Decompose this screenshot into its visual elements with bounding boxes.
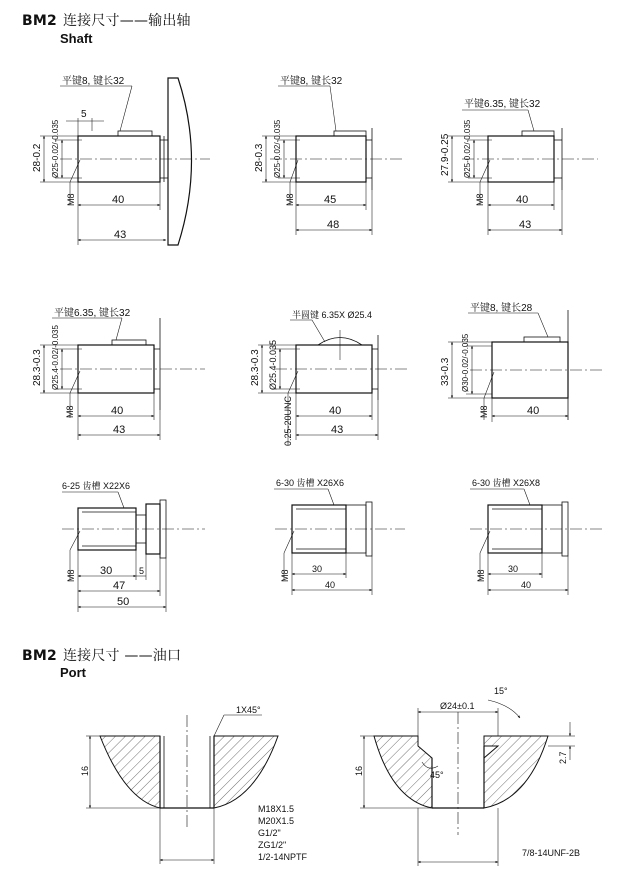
- key: [334, 131, 366, 136]
- port-1-chamfer: 1X45°: [236, 705, 261, 715]
- port-2-step: 2.7: [558, 751, 568, 764]
- shaft-2-dim-a: 45: [324, 194, 337, 206]
- shaft-3-shaft-dia: Ø25-0.02/-0.035: [463, 119, 472, 178]
- spline-7-label: 6-25 齿槽 X22X6: [62, 481, 131, 491]
- spline-9-dim-a: 30: [508, 564, 519, 574]
- spline-9-label: 6-30 齿槽 X26X8: [472, 478, 541, 488]
- spline-shaft-8: [274, 477, 405, 595]
- shaft-1-thread: M8: [66, 193, 76, 206]
- shaft-4: [32, 306, 205, 440]
- shaft-1-dim-a: 40: [112, 194, 125, 206]
- spline-8-thread: M8: [280, 569, 290, 582]
- shaft-3: [440, 97, 598, 235]
- shaft-5: [250, 309, 410, 446]
- spline-7-thread: M8: [66, 569, 76, 582]
- shaft-5-shaft-dia: Ø25.4-0.035: [268, 339, 278, 390]
- key: [524, 337, 560, 342]
- key: [118, 131, 152, 136]
- spline-7-dim-d: 50: [117, 596, 130, 608]
- shaft-3-dim-a: 40: [516, 194, 529, 206]
- port-2-body-right: [484, 736, 548, 808]
- port-1-thread-4: ZG1/2": [258, 840, 287, 850]
- port-2: [354, 686, 580, 866]
- shaft-2: [254, 74, 405, 235]
- port-1-thread-2: M20X1.5: [258, 816, 295, 826]
- key: [522, 131, 554, 136]
- spline-7-dim-b: 5: [139, 566, 145, 576]
- port-2-angle-top: 15°: [494, 686, 508, 696]
- shaft-6-shaft-dia: Ø30-0.02/-0.035: [461, 333, 470, 392]
- port-1-body-left: [100, 736, 160, 808]
- shaft-5-dim-b: 43: [331, 424, 344, 436]
- shaft-1-key-label: 平键8, 键长32: [62, 76, 125, 87]
- shaft-3-overall-dia: 27.9-0.25: [440, 133, 451, 176]
- spline-7-dim-c: 47: [113, 580, 126, 592]
- shaft-2-shaft-dia: Ø25-0.02/-0.035: [273, 119, 282, 178]
- shaft-6: [440, 301, 605, 422]
- port-2-angle-bottom: 45°: [430, 770, 444, 780]
- spline-8-dim-b: 40: [325, 580, 336, 590]
- shaft-1-shaft-dia: Ø25-0.02/-0.035: [51, 119, 60, 178]
- port-2-body-left: [374, 736, 432, 808]
- spline-7-dim-a: 30: [100, 565, 113, 577]
- shaft-4-dim-a: 40: [111, 405, 124, 417]
- shaft-model: BM2: [22, 13, 57, 29]
- shaft-subtitle: Shaft: [60, 31, 93, 46]
- shaft-6-dim-a: 40: [527, 405, 540, 417]
- shaft-1-offset: 5: [81, 109, 87, 120]
- shaft-3-thread: M8: [475, 193, 485, 206]
- shaft-1-dim-b: 43: [114, 229, 127, 241]
- shaft-title-cn: 连接尺寸——输出轴: [62, 13, 191, 29]
- port-2-thread: 7/8-14UNF-2B: [522, 848, 581, 858]
- port-1-thread-1: M18X1.5: [258, 804, 295, 814]
- shaft-4-overall-dia: 28.3-0.3: [32, 349, 43, 386]
- port-subtitle: Port: [60, 665, 86, 680]
- key: [112, 340, 146, 345]
- port-1-depth: 16: [80, 765, 90, 776]
- shaft-4-shaft-dia: Ø25.4-0.02/-0.035: [51, 325, 60, 390]
- flange-outline: [168, 78, 192, 245]
- shaft-4-thread: M8: [65, 405, 75, 418]
- shaft-2-key-label: 平键8, 键长32: [280, 76, 343, 87]
- shaft-5-overall-dia: 28.3-0.3: [250, 349, 261, 386]
- shaft-4-dim-b: 43: [113, 424, 126, 436]
- shaft-5-dim-a: 40: [329, 405, 342, 417]
- shaft-4-key-label: 平键6.35, 键长32: [54, 308, 131, 319]
- shaft-6-overall-dia: 33-0.3: [440, 357, 451, 386]
- spline-shaft-9: [470, 477, 602, 595]
- port-1-body-right: [214, 736, 278, 808]
- shaft-2-overall-dia: 28-0.3: [254, 143, 265, 172]
- port-1-thread-5: 1/2-14NPTF: [258, 852, 308, 862]
- port-1: [80, 705, 308, 864]
- shaft-2-dim-b: 48: [327, 219, 340, 231]
- port-model: BM2: [22, 648, 57, 664]
- shaft-3-dim-b: 43: [519, 219, 532, 231]
- shaft-1-overall-dia: 28-0.2: [32, 143, 43, 172]
- spline-9-dim-b: 40: [521, 580, 532, 590]
- spline-shaft-7: [62, 480, 205, 612]
- shaft-2-thread: M8: [285, 193, 295, 206]
- spline-9-thread: M8: [476, 569, 486, 582]
- port-title-cn: 连接尺寸 ——油口: [62, 648, 182, 664]
- port-2-depth: 16: [354, 765, 364, 776]
- port-2-counterbore: Ø24±0.1: [440, 701, 475, 711]
- shaft-6-key-label: 平键8, 键长28: [470, 303, 533, 314]
- spline-8-label: 6-30 齿槽 X26X6: [276, 478, 345, 488]
- shaft-5-thread: 0.25-20UNC: [283, 395, 293, 446]
- shaft-3-key-label: 平键6.35, 键长32: [464, 99, 541, 110]
- shaft-6-thread: M8: [479, 405, 489, 418]
- shaft-1: [32, 74, 210, 245]
- spline-8-dim-a: 30: [312, 564, 323, 574]
- shaft-5-key-label: 半圆键 6.35X Ø25.4: [292, 310, 373, 320]
- port-1-thread-3: G1/2": [258, 828, 281, 838]
